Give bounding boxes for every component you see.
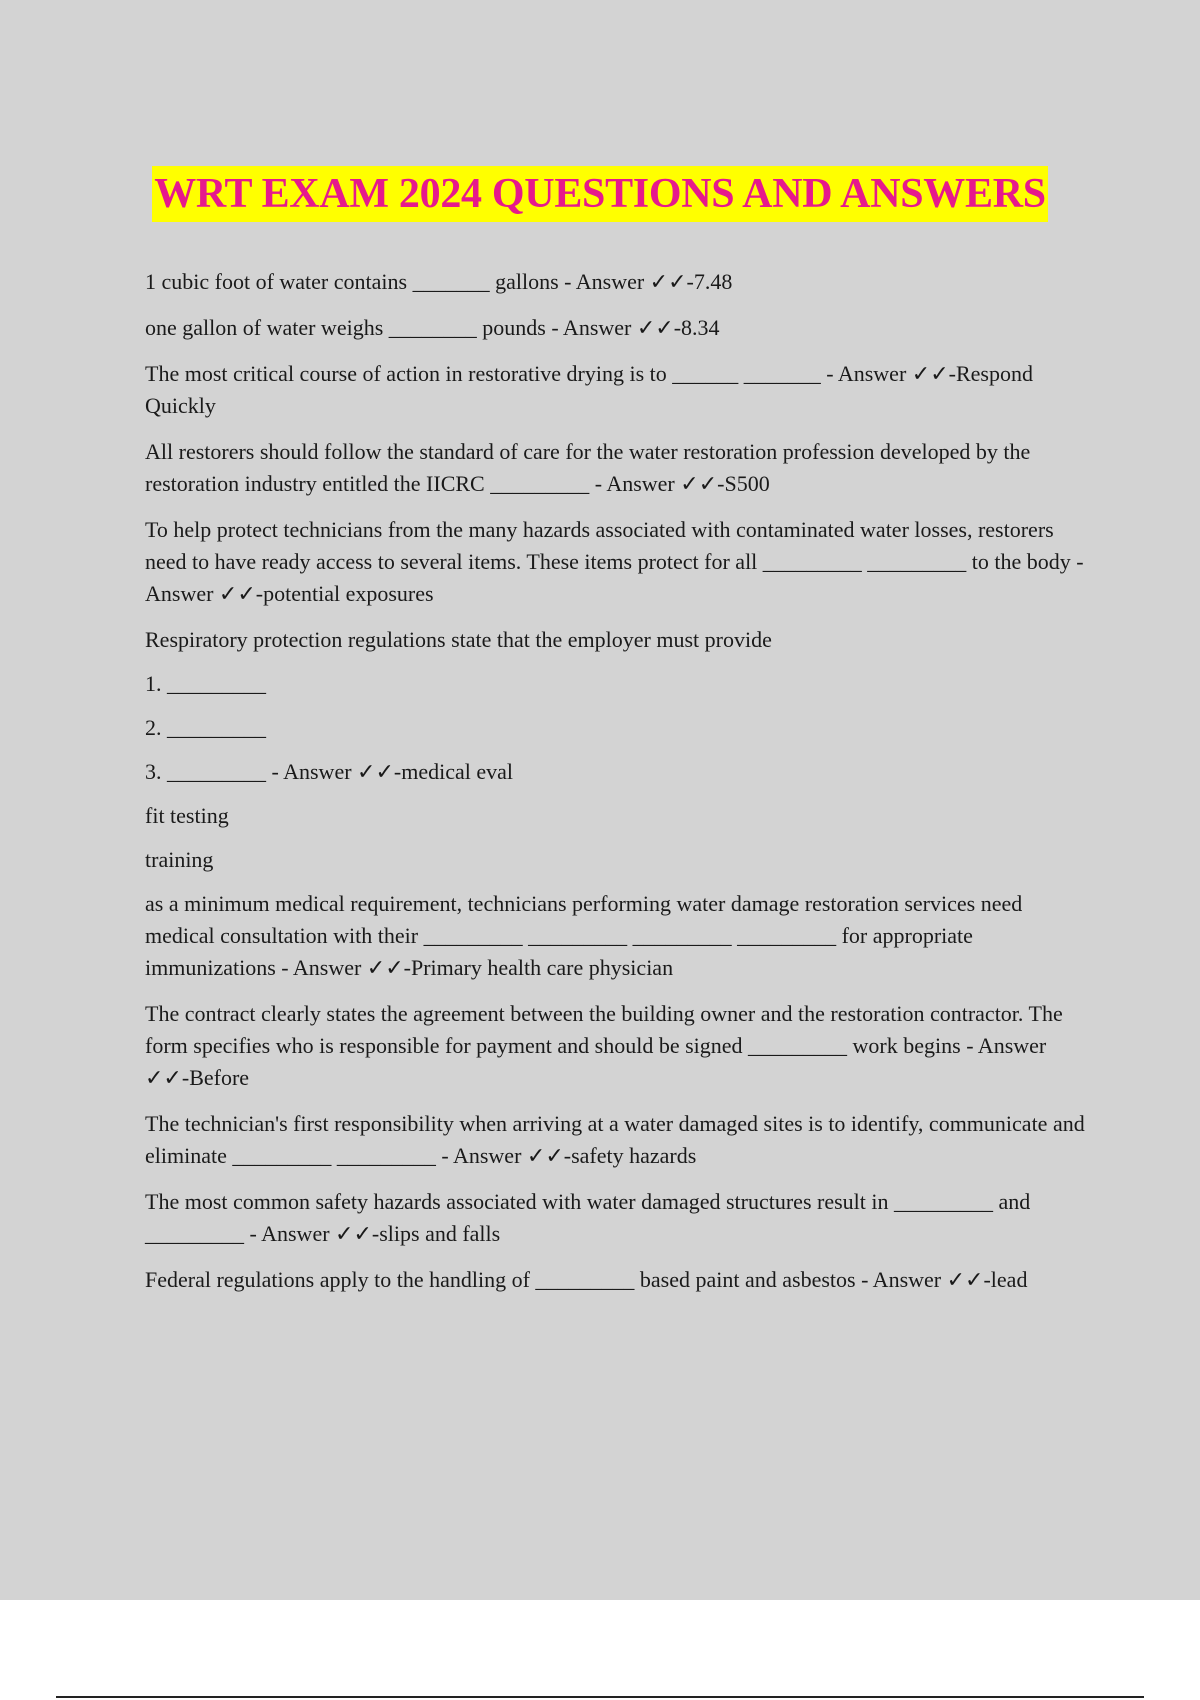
- qa-list-item-1: 1. _________: [145, 671, 266, 696]
- page-footer-area: [0, 1600, 1200, 1700]
- qa-item-cubic-foot: 1 cubic foot of water contains _______ gallons - Answer ✓✓-7.48: [145, 269, 733, 294]
- qa-item-gallon-weight: one gallon of water weighs ________ pounds - Answer ✓✓-8.34: [145, 315, 720, 340]
- qa-list-item-2: 2. _________: [145, 715, 266, 740]
- qa-answer-training: training: [145, 847, 214, 872]
- qa-item-respiratory-intro: Respiratory protection regulations state that the employer must provide: [145, 627, 772, 652]
- qa-item-standard-of-care: All restorers should follow the standard of care for the water restoration profession developed by the restoration industry entitled the IICRC _________ - Answer ✓✓-S500: [145, 439, 1031, 496]
- qa-item-first-responsibility: The technician's first responsibility when arriving at a water damaged sites is to identify, communicate and eliminate _________ _________ - Answer ✓✓-safety hazards: [145, 1111, 1085, 1168]
- title-container: [0, 166, 1200, 222]
- qa-item-contract: The contract clearly states the agreement between the building owner and the restoration contractor. The form specifies who is responsible for payment and should be signed _________ work begins - Answer ✓✓-Before: [145, 1001, 1063, 1090]
- qa-content: [145, 266, 1090, 1310]
- qa-item-medical-requirement: as a minimum medical requirement, technicians performing water damage restoration services need medical consultation with their _________ _________ _________ _________ for appropriate immunizations - Answer ✓✓-Primary health care physician: [145, 891, 1023, 980]
- qa-list-item-3: 3. _________ - Answer ✓✓-medical eval: [145, 759, 514, 784]
- qa-item-common-hazards: The most common safety hazards associated with water damaged structures result in _________ and _________ - Answer ✓✓-slips and falls: [145, 1189, 1031, 1246]
- qa-answer-fit-testing: fit testing: [145, 803, 229, 828]
- qa-item-federal-regulations: Federal regulations apply to the handling of _________ based paint and asbestos - Answer ✓✓-lead: [145, 1267, 1028, 1292]
- footer-divider: [56, 1696, 1144, 1698]
- qa-item-critical-action: The most critical course of action in restorative drying is to ______ _______ - Answer ✓✓-Respond Quickly: [145, 361, 1033, 418]
- qa-item-protective-items: To help protect technicians from the many hazards associated with contaminated water losses, restorers need to have ready access to several items. These items protect for all _________ _________ to the body - Answer ✓✓-potential exposures: [145, 517, 1084, 606]
- document-title: WRT EXAM 2024 QUESTIONS AND ANSWERS: [152, 166, 1048, 222]
